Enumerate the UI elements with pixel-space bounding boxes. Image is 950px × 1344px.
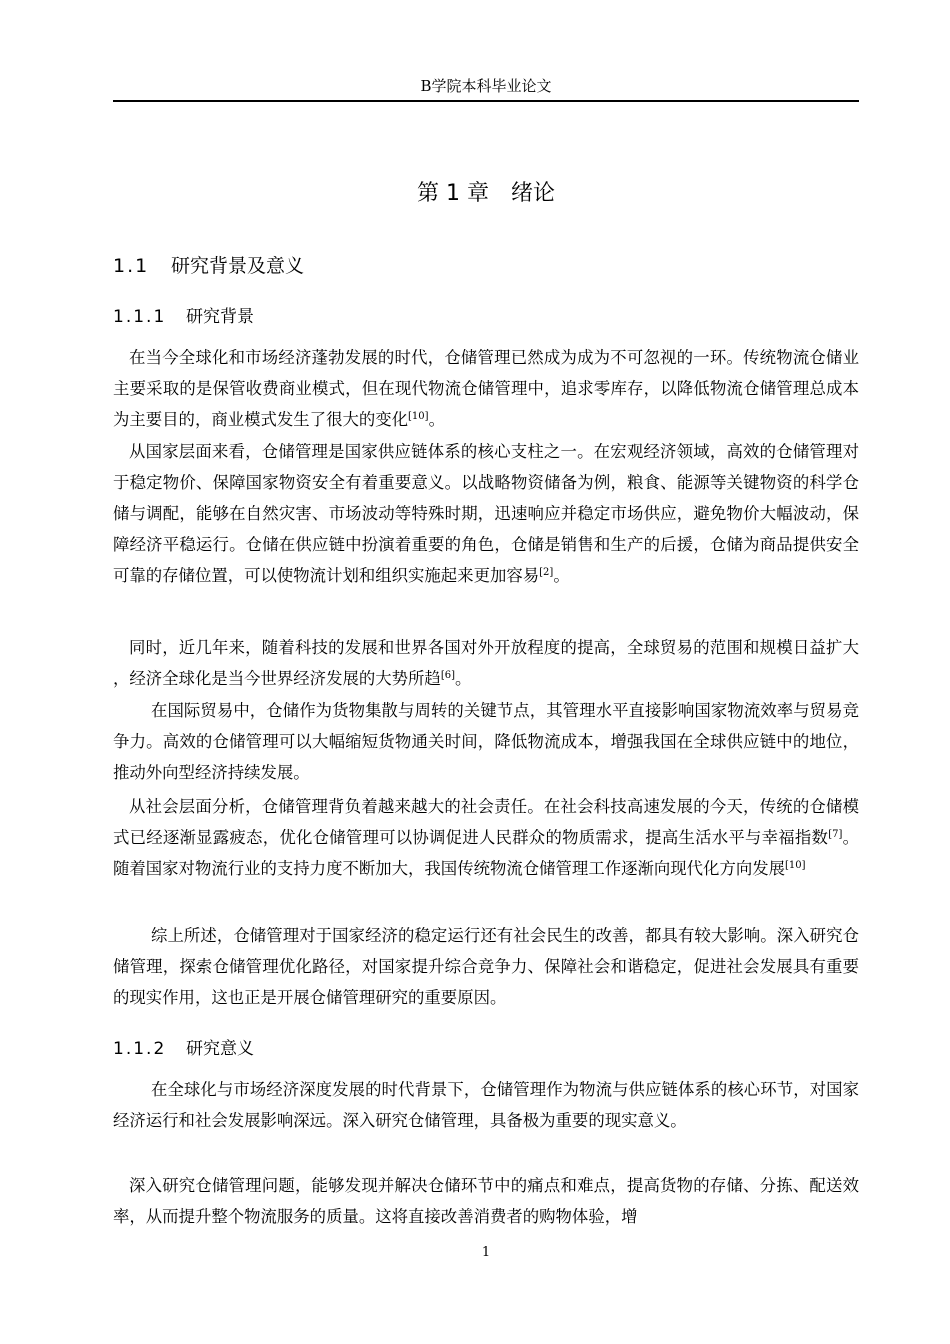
paragraph-2 <box>113 436 859 591</box>
subsection-heading-1-1-2 <box>113 1036 859 1062</box>
paragraph-text: 从社会层面分析，仓储管理背负着越来越大的社会责任。在社会科技高速发展的今天，传统的仓储模式已经逐渐显露疲态，优化仓储管理可以协调促进人民群众的物质需求，提高生活水平与幸福指数 <box>113 797 859 847</box>
paragraph-text-continued: 。随着国家对物流行业的支持力度不断加大，我国传统物流仓储管理工作逐渐向现代化方向发展 <box>113 828 860 878</box>
citation: [2] <box>539 567 554 578</box>
paragraph-end: 。 <box>428 410 445 429</box>
paragraph-6 <box>113 920 859 1013</box>
citation: [10] <box>785 860 806 871</box>
chapter-title: 第 1 章 绪论 <box>417 181 555 206</box>
subsection-heading-1-1-1 <box>113 304 859 330</box>
header-rule <box>113 100 859 102</box>
subsection-number: 1.1.2 <box>113 1039 167 1059</box>
section-title: 研究背景及意义 <box>171 255 305 277</box>
citation: [7] <box>828 829 843 840</box>
paragraph-end: 。 <box>553 566 570 585</box>
paragraph-3 <box>113 632 859 694</box>
paragraph-1 <box>113 342 859 435</box>
paragraph-end: 。 <box>454 669 472 688</box>
paragraph-text: 深入研究仓储管理问题，能够发现并解决仓储环节中的痛点和难点，提高货物的存储、分拣、配送效率，从而提升整个物流服务的质量。这将直接改善消费者的购物体验，增 <box>113 1176 859 1226</box>
running-header: B学院本科毕业论文 <box>420 77 552 95</box>
page-number: 1 <box>481 1245 491 1260</box>
subsection-number: 1.1.1 <box>113 307 167 327</box>
paragraph-text: 从国家层面来看，仓储管理是国家供应链体系的核心支柱之一。在宏观经济领域，高效的仓储管理对于稳定物价、保障国家物资安全有着重要意义。以战略物资储备为例，粮食、能源等关键物资的科学仓储与调配，能够在自然灾害、市场波动等特殊时期，迅速响应并稳定市场供应，避免物价大幅波动，保障经济平稳运行。仓储在供应链中扮演着重要的角色，仓储是销售和生产的后援，仓储为商品提供安全可靠的存储位置，可以使物流计划和组织实施起来更加容易 <box>113 442 859 585</box>
paragraph-text: 在国际贸易中，仓储作为货物集散与周转的关键节点，其管理水平直接影响国家物流效率与贸易竞争力。高效的仓储管理可以大幅缩短货物通关时间，降低物流成本，增强我国在全球供应链中的地位，推动外向型经济持续发展。 <box>113 701 859 782</box>
subsection-title: 研究意义 <box>186 1039 254 1059</box>
paragraph-5 <box>113 791 859 884</box>
subsection-title: 研究背景 <box>186 307 254 327</box>
paragraph-8 <box>113 1170 859 1232</box>
paragraph-text: 综上所述，仓储管理对于国家经济的稳定运行还有社会民生的改善，都具有较大影响。深入研究仓储管理，探索仓储管理优化路径，对国家提升综合竞争力、保障社会和谐稳定，促进社会发展具有重要的现实作用，这也正是开展仓储管理研究的重要原因。 <box>113 926 859 1007</box>
section-heading-1-1 <box>113 252 859 280</box>
paragraph-7 <box>113 1074 859 1136</box>
paragraph-text: 在全球化与市场经济深度发展的时代背景下，仓储管理作为物流与供应链体系的核心环节，对国家经济运行和社会发展影响深远。深入研究仓储管理，具备极为重要的现实意义。 <box>113 1080 859 1130</box>
paragraph-text: 在当今全球化和市场经济蓬勃发展的时代，仓储管理已然成为成为不可忽视的一环。传统物流仓储业主要采取的是保管收费商业模式，但在现代物流仓储管理中，追求零库存，以降低物流仓储管理总成本为主要目的，商业模式发生了很大的变化 <box>113 348 859 429</box>
paragraph-4 <box>113 695 859 788</box>
section-number: 1.1 <box>113 255 150 277</box>
citation: [6] <box>440 670 455 681</box>
paragraph-text: 同时，近几年来，随着科技的发展和世界各国对外开放程度的提高，全球贸易的范围和规模日益扩大，经济全球化是当今世界经济发展的大势所趋 <box>113 638 859 688</box>
citation: [10] <box>408 411 429 422</box>
